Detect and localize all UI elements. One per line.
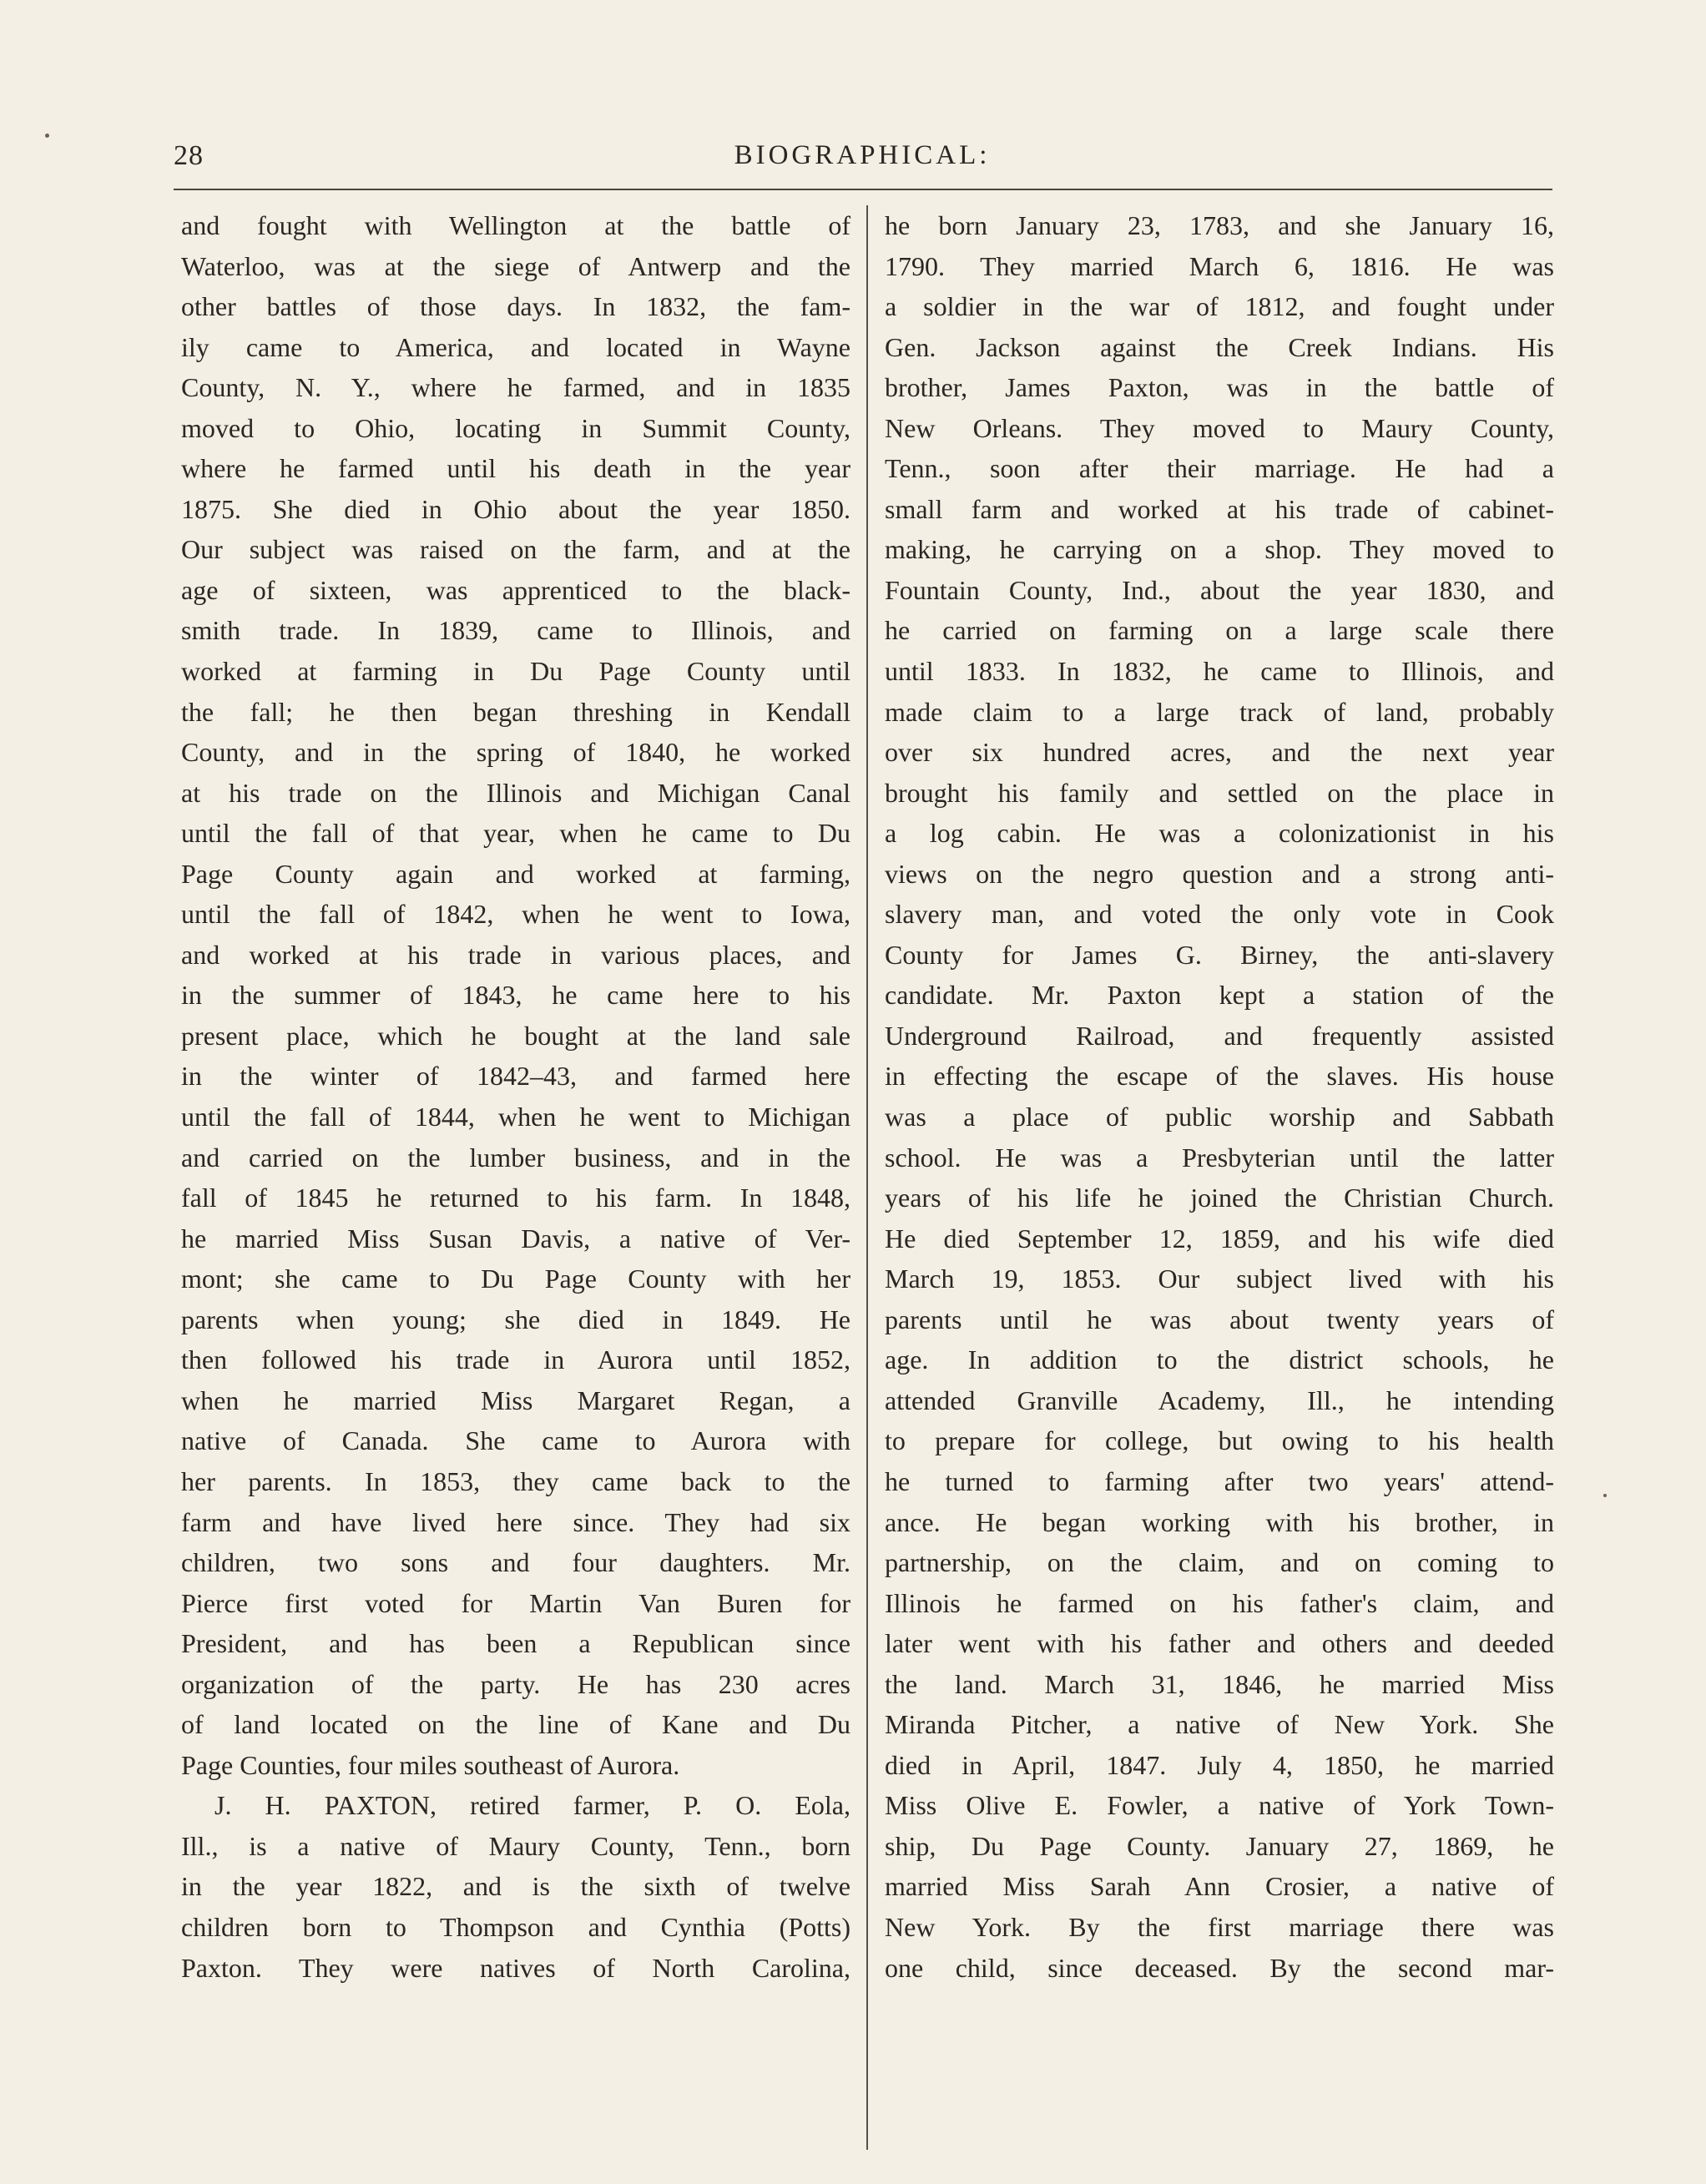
text-line: the land. March 31, 1846, he married Miss [885,1668,1554,1699]
text-line: he married Miss Susan Davis, a native of Ver- [181,1223,850,1253]
header-rule [174,189,1552,190]
text-line: in the winter of 1842–43, and farmed here [181,1061,850,1092]
text-line: views on the negro question and a strong anti- [885,858,1554,889]
text-line: Pierce first voted for Martin Van Buren for [181,1587,850,1618]
text-line: mont; she came to Du Page County with her [181,1263,850,1294]
text-line: County, N. Y., where he farmed, and in 1835 [181,372,850,403]
page-header [174,140,1551,182]
text-line: where he farmed until his death in the year [181,453,850,484]
text-line: Miss Olive E. Fowler, a native of York Town- [885,1790,1554,1821]
text-line: in effecting the escape of the slaves. His house [885,1061,1554,1092]
text-line: the fall; he then began threshing in Kendall [181,696,850,727]
text-line: he born January 23, 1783, and she January 16, [885,210,1554,240]
text-line: Our subject was raised on the farm, and at the [181,534,850,565]
text-line: slavery man, and voted the only vote in Cook [885,899,1554,930]
text-line: brother, James Paxton, was in the battle of [885,372,1554,403]
text-line: her parents. In 1853, they came back to the [181,1465,850,1496]
text-line: parents when young; she died in 1849. He [181,1304,850,1334]
text-line: and worked at his trade in various places, and [181,939,850,970]
text-line: farm and have lived here since. They had six [181,1506,850,1537]
text-line: County for James G. Birney, the anti-slavery [885,939,1554,970]
text-line: and fought with Wellington at the battle of [181,210,850,240]
text-line: He died September 12, 1859, and his wife died [885,1223,1554,1253]
right-column [885,205,1554,1988]
text-line: until the fall of that year, when he came to Du [181,818,850,849]
text-line: small farm and worked at his trade of cabinet- [885,493,1554,524]
text-line: brought his family and settled on the place in [885,777,1554,808]
column-rule [866,205,868,2150]
ink-speck [1603,1494,1607,1497]
text-line: a log cabin. He was a colonizationist in his [885,818,1554,849]
text-line: of land located on the line of Kane and Du [181,1709,850,1740]
text-line: age. In addition to the district schools, he [885,1344,1554,1375]
text-line: J. H. PAXTON, retired farmer, P. O. Eola, [215,1790,850,1821]
text-line: making, he carrying on a shop. They moved to [885,534,1554,565]
left-column [181,205,850,1988]
text-line: smith trade. In 1839, came to Illinois, and [181,615,850,646]
text-line: ship, Du Page County. January 27, 1869, he [885,1830,1554,1861]
text-line: Page County again and worked at farming, [181,858,850,889]
text-line: made claim to a large track of land, probably [885,696,1554,727]
text-line: when he married Miss Margaret Regan, a [181,1385,850,1415]
text-line: in the year 1822, and is the sixth of twelve [181,1871,850,1902]
text-line: parents until he was about twenty years of [885,1304,1554,1334]
text-line: President, and has been a Republican since [181,1628,850,1659]
text-line: over six hundred acres, and the next year [885,737,1554,768]
text-line: and carried on the lumber business, and in the [181,1142,850,1173]
text-line: Miranda Pitcher, a native of New York. She [885,1709,1554,1740]
text-line: fall of 1845 he returned to his farm. In 1848, [181,1183,850,1213]
text-line: one child, since deceased. By the second mar- [885,1952,1554,1983]
text-line: was a place of public worship and Sabbath [885,1102,1554,1132]
text-line: moved to Ohio, locating in Summit County, [181,412,850,443]
text-line: a soldier in the war of 1812, and fought under [885,291,1554,322]
text-line: school. He was a Presbyterian until the latter [885,1142,1554,1173]
text-line: he carried on farming on a large scale there [885,615,1554,646]
text-line: children, two sons and four daughters. Mr. [181,1547,850,1578]
text-line: later went with his father and others and deeded [885,1628,1554,1659]
text-line: until 1833. In 1832, he came to Illinois, and [885,656,1554,687]
text-line: Gen. Jackson against the Creek Indians. His [885,331,1554,362]
text-line: 1875. She died in Ohio about the year 1850. [181,493,850,524]
ink-speck [45,134,49,138]
text-line: worked at farming in Du Page County until [181,656,850,687]
text-line: attended Granville Academy, Ill., he intending [885,1385,1554,1415]
text-line: until the fall of 1844, when he went to Michigan [181,1102,850,1132]
text-line: other battles of those days. In 1832, the fam- [181,291,850,322]
text-line: Ill., is a native of Maury County, Tenn., born [181,1830,850,1861]
text-line: New Orleans. They moved to Maury County, [885,412,1554,443]
text-line: Waterloo, was at the siege of Antwerp and the [181,250,850,281]
running-head: BIOGRAPHICAL: [734,140,991,170]
text-line: in the summer of 1843, he came here to his [181,980,850,1011]
text-line: ance. He began working with his brother, in [885,1506,1554,1537]
text-line: to prepare for college, but owing to his health [885,1425,1554,1456]
text-line: married Miss Sarah Ann Crosier, a native of [885,1871,1554,1902]
text-line: children born to Thompson and Cynthia (Potts) [181,1911,850,1942]
text-line: organization of the party. He has 230 acres [181,1668,850,1699]
text-line: candidate. Mr. Paxton kept a station of the [885,980,1554,1011]
text-line: Illinois he farmed on his father's claim, and [885,1587,1554,1618]
text-line: native of Canada. She came to Aurora with [181,1425,850,1456]
text-line: County, and in the spring of 1840, he worked [181,737,850,768]
text-line: March 19, 1853. Our subject lived with his [885,1263,1554,1294]
text-line: at his trade on the Illinois and Michigan Canal [181,777,850,808]
text-line: Page Counties, four miles southeast of Aurora. [181,1749,680,1780]
text-line: 1790. They married March 6, 1816. He was [885,250,1554,281]
text-line: New York. By the first marriage there was [885,1911,1554,1942]
text-line: years of his life he joined the Christian Church. [885,1183,1554,1213]
text-line: partnership, on the claim, and on coming to [885,1547,1554,1578]
text-line: ily came to America, and located in Wayne [181,331,850,362]
text-line: Fountain County, Ind., about the year 1830, and [885,574,1554,605]
page-number: 28 [174,140,204,171]
text-line: then followed his trade in Aurora until 1852, [181,1344,850,1375]
text-line: until the fall of 1842, when he went to Iowa, [181,899,850,930]
text-line: Paxton. They were natives of North Carolina, [181,1952,850,1983]
text-line: he turned to farming after two years' attend- [885,1465,1554,1496]
text-line: present place, which he bought at the land sale [181,1020,850,1051]
text-line: Underground Railroad, and frequently assisted [885,1020,1554,1051]
text-line: age of sixteen, was apprenticed to the black- [181,574,850,605]
text-line: died in April, 1847. July 4, 1850, he married [885,1749,1554,1780]
text-line: Tenn., soon after their marriage. He had a [885,453,1554,484]
